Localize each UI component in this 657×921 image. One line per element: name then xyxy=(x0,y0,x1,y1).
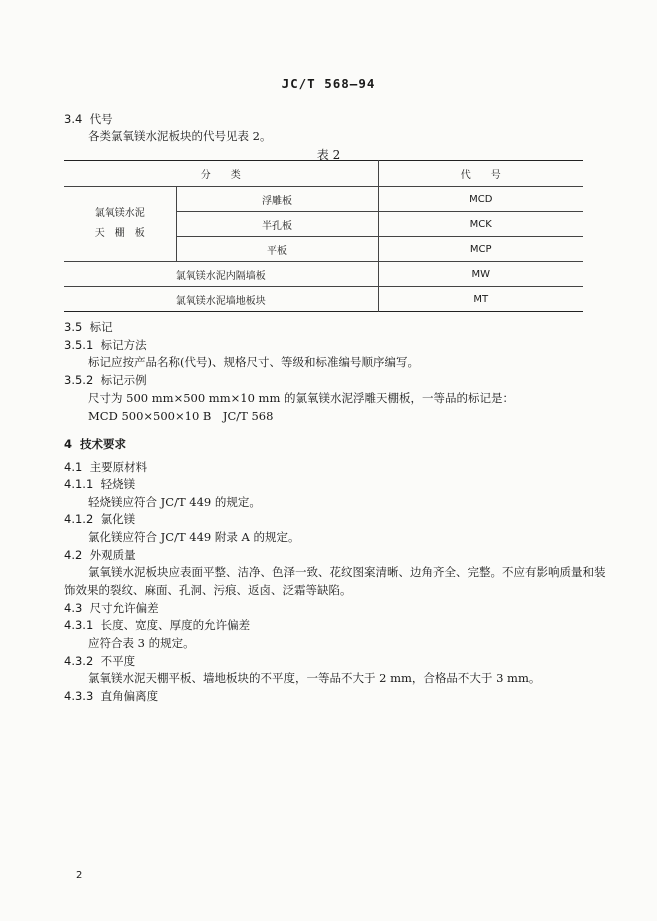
section-number: 4.1 xyxy=(64,460,83,474)
ceiling-board-group-cell xyxy=(64,187,176,262)
page-number: 2 xyxy=(76,870,83,881)
section-title: 直角偏离度 xyxy=(100,689,159,703)
section-number: 4 xyxy=(64,437,73,451)
section-number: 3.4 xyxy=(64,112,83,126)
section-4-3-2-body: 氯氧镁水泥天棚平板、墙地板块的不平度，一等品不大于 2 mm，合格品不大于 3 mm。 xyxy=(88,671,541,685)
section-4-3-2-heading xyxy=(64,653,135,669)
section-number: 4.3.2 xyxy=(64,654,94,668)
section-title: 氯化镁 xyxy=(100,512,136,526)
type-cell: 浮雕板 xyxy=(176,187,378,212)
section-3-4-body: 各类氯氧镁水泥板块的代号见表 2。 xyxy=(88,129,272,143)
section-title: 标记 xyxy=(89,320,113,334)
section-3-5-2-heading xyxy=(64,372,147,388)
code-cell: MT xyxy=(378,287,583,312)
section-4-2-body-line2: 饰效果的裂纹、麻面、孔洞、污痕、返卤、泛霜等缺陷。 xyxy=(64,583,352,597)
section-number: 4.3.3 xyxy=(64,689,94,703)
group-label-line2: 天 棚 板 xyxy=(94,228,145,239)
section-number: 4.1.2 xyxy=(64,512,94,526)
type-cell: 半孔板 xyxy=(176,212,378,237)
section-4-3-1-heading xyxy=(64,617,250,633)
header-code: 代 号 xyxy=(378,161,583,187)
section-number: 3.5 xyxy=(64,320,83,334)
section-number: 4.3 xyxy=(64,601,83,615)
type-cell: 氯氧镁水泥墙地板块 xyxy=(64,287,378,312)
section-3-5-1-heading xyxy=(64,337,147,353)
section-3-5-1-body: 标记应按产品名称(代号)、规格尺寸、等级和标准编号顺序编写。 xyxy=(88,355,419,369)
standard-number-header: JC/T 568—94 xyxy=(281,76,376,91)
section-4-1-1-body: 轻烧镁应符合 JC/T 449 的规定。 xyxy=(88,495,261,509)
section-4-3-3-heading xyxy=(64,688,158,704)
section-4-1-1-heading xyxy=(64,476,135,492)
type-cell: 氯氧镁水泥内隔墙板 xyxy=(64,262,378,287)
section-title: 尺寸允许偏差 xyxy=(89,601,159,615)
type-cell: 平板 xyxy=(176,237,378,262)
code-cell: MCD xyxy=(378,187,583,212)
section-title: 技术要求 xyxy=(80,437,127,451)
section-title: 不平度 xyxy=(100,654,136,668)
table-row xyxy=(64,262,583,287)
table-row xyxy=(64,287,583,312)
section-number: 4.2 xyxy=(64,548,83,562)
header-category: 分 类 xyxy=(64,161,378,187)
code-cell: MCP xyxy=(378,237,583,262)
table-2-title: 表 2 xyxy=(316,148,341,162)
section-3-4-heading xyxy=(64,111,113,127)
section-number: 3.5.2 xyxy=(64,373,94,387)
marking-example: MCD 500×500×10 B JC/T 568 xyxy=(88,409,274,423)
section-number: 4.1.1 xyxy=(64,477,94,491)
section-4-3-heading xyxy=(64,600,159,616)
section-title: 代号 xyxy=(89,112,113,126)
section-title: 标记方法 xyxy=(100,338,147,352)
section-title: 外观质量 xyxy=(89,548,136,562)
section-4-2-body-line1: 氯氧镁水泥板块应表面平整、洁净、色泽一致、花纹图案清晰、边角齐全、完整。不应有影响质量和装 xyxy=(88,565,606,579)
group-label-line1: 氯氧镁水泥 xyxy=(94,208,145,219)
section-title: 长度、宽度、厚度的允许偏差 xyxy=(100,618,251,632)
section-title: 轻烧镁 xyxy=(100,477,136,491)
section-4-1-heading xyxy=(64,459,147,475)
section-title: 标记示例 xyxy=(100,373,147,387)
section-4-1-2-body: 氯化镁应符合 JC/T 449 附录 A 的规定。 xyxy=(88,530,300,544)
section-number: 4.3.1 xyxy=(64,618,94,632)
section-3-5-2-body: 尺寸为 500 mm×500 mm×10 mm 的氯氧镁水泥浮雕天棚板，一等品的标记是： xyxy=(88,391,515,405)
code-table xyxy=(64,160,583,312)
section-4-3-1-body: 应符合表 3 的规定。 xyxy=(88,636,195,650)
section-title: 主要原材料 xyxy=(89,460,148,474)
code-cell: MCK xyxy=(378,212,583,237)
section-4-1-2-heading xyxy=(64,511,135,527)
table-header-row xyxy=(64,161,583,187)
table-row xyxy=(64,187,583,212)
code-cell: MW xyxy=(378,262,583,287)
section-number: 3.5.1 xyxy=(64,338,94,352)
section-4-2-heading xyxy=(64,547,136,563)
section-3-5-heading xyxy=(64,319,113,335)
section-4-heading xyxy=(64,436,126,452)
